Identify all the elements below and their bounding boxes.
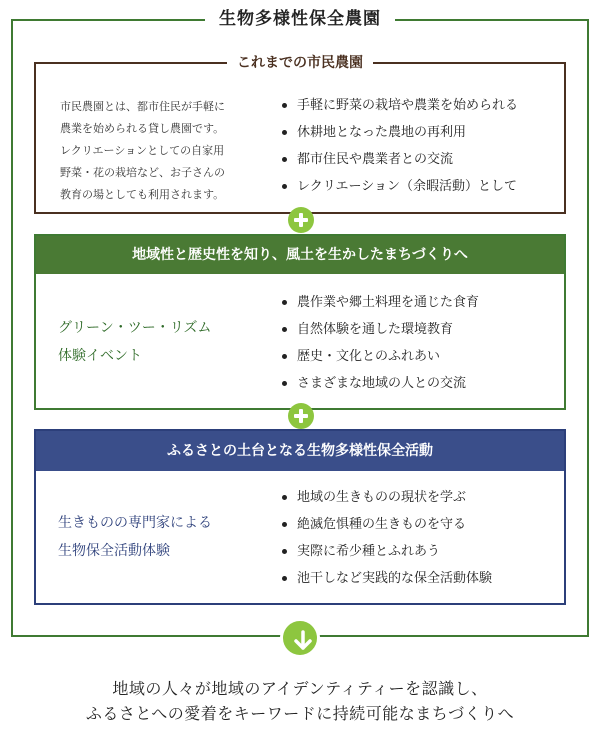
- description-line: 野菜・花の栽培など、お子さんの: [60, 166, 225, 179]
- description-line: 教育の場としても利用されます。: [60, 188, 225, 201]
- bullet-item: レクリエーション（余暇活動）として: [280, 173, 518, 200]
- outer-title-text: 生物多様性保全農園: [205, 8, 395, 30]
- regional-history-bullets: [280, 289, 479, 397]
- green-tourism-label: [58, 314, 211, 370]
- regional-history-heading: 地域性と歴史性を知り、風土を生かしたまちづくりへ: [36, 236, 564, 274]
- bullet-item: 池干しなど実践的な保全活動体験: [280, 565, 492, 592]
- label-line: 体験イベント: [58, 348, 142, 364]
- bullet-item: 絶滅危惧種の生きものを守る: [280, 511, 492, 538]
- bullet-item: 都市住民や農業者との交流: [280, 146, 518, 173]
- current-garden-description: [60, 96, 260, 206]
- description-line: レクリエーションとしての自家用: [60, 144, 225, 157]
- bullet-item: 歴史・文化とのふれあい: [280, 343, 479, 370]
- label-line: グリーン・ツー・リズム: [58, 320, 212, 336]
- conclusion-line: 地域の人々が地域のアイデンティティーを認識し、: [112, 679, 488, 698]
- bullet-item: 手軽に野菜の栽培や農業を始められる: [280, 92, 518, 119]
- current-garden-bullets: [280, 92, 518, 200]
- outer-title: [0, 8, 600, 30]
- label-line: 生物保全活動体験: [58, 543, 170, 559]
- current-garden-title-text: これまでの市民農園: [227, 53, 373, 73]
- current-garden-title: [0, 52, 600, 73]
- description-line: 市民農園とは、都市住民が手軽に: [60, 100, 225, 113]
- bullet-item: 自然体験を通した環境教育: [280, 316, 479, 343]
- bullet-item: 実際に希少種とふれあう: [280, 538, 492, 565]
- conclusion-text: [0, 676, 600, 726]
- plus-icon: [288, 403, 314, 429]
- expert-experience-label: [58, 509, 212, 565]
- bullet-item: 休耕地となった農地の再利用: [280, 119, 518, 146]
- arrow-down-icon: [280, 618, 320, 658]
- conclusion-line: ふるさとへの愛着をキーワードに持続可能なまちづくりへ: [85, 704, 515, 723]
- bullet-item: 地域の生きものの現状を学ぶ: [280, 484, 492, 511]
- biodiversity-activity-bullets: [280, 484, 492, 592]
- biodiversity-activity-heading: ふるさとの土台となる生物多様性保全活動: [36, 431, 564, 471]
- bullet-item: さまざまな地域の人との交流: [280, 370, 479, 397]
- label-line: 生きものの専門家による: [58, 515, 212, 531]
- description-line: 農業を始められる貸し農園です。: [60, 122, 225, 135]
- bullet-item: 農作業や郷土料理を通じた食育: [280, 289, 479, 316]
- plus-icon: [288, 207, 314, 233]
